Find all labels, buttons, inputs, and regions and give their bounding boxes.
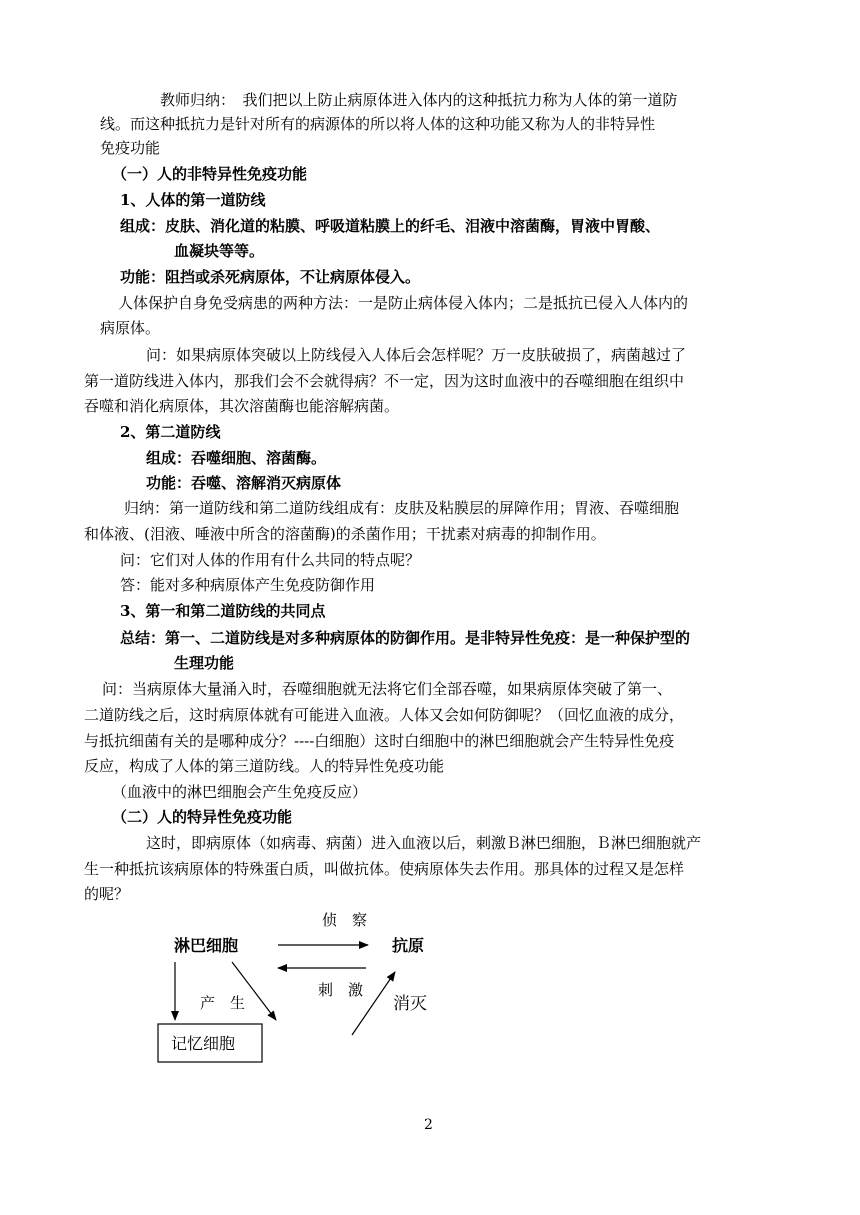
line-27: 反应，构成了人体的第三道防线。人的特异性免疫功能 xyxy=(84,757,445,775)
label-produce: 产 生 xyxy=(200,994,246,1012)
line-25: 二道防线之后，这时病原体就有可能进入血液。人体又会如何防御呢？（回忆血液的成分， xyxy=(84,706,685,724)
line-30: 这时，即病原体（如病毒、病菌）进入血液以后，刺激Ｂ淋巴细胞，Ｂ淋巴细胞就产 xyxy=(146,834,702,852)
node-lymph-cell: 淋巴细胞 xyxy=(174,936,239,955)
line-17: 归纳：第一道防线和第二道防线组成有：皮肤及粘膜层的屏障作用；胃液、吞噬细胞 xyxy=(124,499,680,517)
line-10: 病原体。 xyxy=(100,319,161,337)
node-memory-cell: 记忆细胞 xyxy=(171,1034,236,1053)
composition-2: 组成：吞噬细胞、溶菌酶。 xyxy=(146,449,327,467)
label-stimulate: 刺 激 xyxy=(318,981,364,999)
question-line: 问：它们对人体的作用有什么共同的特点呢？ xyxy=(120,551,421,569)
label-destroy: 消灭 xyxy=(393,994,427,1014)
line-31: 生一种抵抗该病原体的特殊蛋白质，叫做抗体。使病原体失去作用。那具体的过程又是怎样 xyxy=(84,860,685,878)
line-3: 免疫功能 xyxy=(100,139,161,157)
function-2: 功能：吞噬、溶解消灭病原体 xyxy=(146,474,342,492)
subheading-common: 3、第一和第二道防线的共同点 xyxy=(120,602,326,620)
line-12: 第一道防线进入体内，那我们会不会就得病？不一定，因为这时血液中的吞噬细胞在组织中 xyxy=(84,372,685,390)
subheading-first-line: 1、人体的第一道防线 xyxy=(120,191,266,209)
line-18: 和体液、(泪液、唾液中所含的溶菌酶)的杀菌作用；干扰素对病毒的抑制作用。 xyxy=(84,525,606,543)
label-detect: 侦 察 xyxy=(322,911,368,929)
line-26: 与抵抗细菌有关的是哪种成分？----白细胞）这时白细胞中的淋巴细胞就会产生特异性免疫 xyxy=(84,732,675,750)
line-9: 人体保护自身免受病患的两种方法：一是防止病体侵入体内；二是抵抗已侵入人体内的 xyxy=(118,294,689,312)
line-13: 吞噬和消化病原体，其次溶菌酶也能溶解病菌。 xyxy=(84,397,400,415)
section-heading-2: （二）人的特异性免疫功能 xyxy=(112,808,293,826)
section-heading-1: （一）人的非特异性免疫功能 xyxy=(112,165,308,183)
answer-line: 答：能对多种病原体产生免疫防御作用 xyxy=(120,576,376,594)
subheading-second-line: 2、第二道防线 xyxy=(120,423,221,441)
summary-line-cont: 生理功能 xyxy=(174,654,235,672)
function-1: 功能：阻挡或杀死病原体，不让病原体侵入。 xyxy=(120,268,421,286)
node-antigen: 抗原 xyxy=(392,936,425,955)
line-28: （血液中的淋巴细胞会产生免疫反应） xyxy=(112,783,368,801)
line-11: 问：如果病原体突破以上防线侵入人体后会怎样呢？万一皮肤破损了，病菌越过了 xyxy=(146,346,687,364)
line-1: 教师归纳： 我们把以上防止病原体进入体内的这种抵抗力称为人体的第一道防 xyxy=(160,91,678,109)
composition-1: 组成：皮肤、消化道的粘膜、呼吸道粘膜上的纤毛、泪液中溶菌酶，胃液中胃酸、 xyxy=(120,217,661,235)
line-32: 的呢？ xyxy=(84,885,130,903)
composition-1-cont: 血凝块等等。 xyxy=(174,242,265,260)
line-24: 问：当病原体大量涌入时，吞噬细胞就无法将它们全部吞噬，如果病原体突破了第一、 xyxy=(102,680,673,698)
line-2: 线。而这种抵抗力是针对所有的病源体的所以将人体的这种功能又称为人的非特异性 xyxy=(100,115,656,133)
page-number: 2 xyxy=(424,1117,433,1133)
summary-line: 总结：第一、二道防线是对多种病原体的防御作用。是非特异性免疫：是一种保护型的 xyxy=(120,629,691,647)
